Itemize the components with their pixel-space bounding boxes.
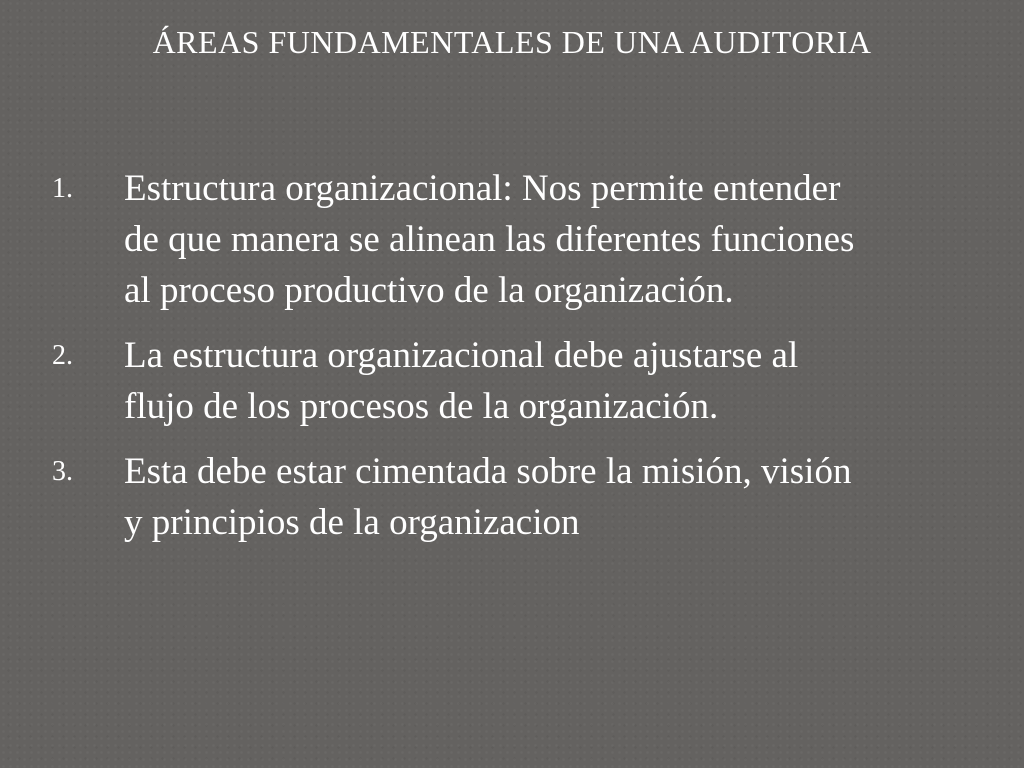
list-item-text: Estructura organizacional: Nos permite entender de que manera se alinean las diferentes funciones al proceso productivo de la organización. xyxy=(124,168,855,311)
numbered-list xyxy=(52,163,872,548)
list-item xyxy=(52,330,872,432)
list-item-text: Esta debe estar cimentada sobre la misión, visión y principios de la organizacion xyxy=(124,451,852,543)
list-item-number: 3. xyxy=(52,456,73,487)
list-item-number: 1. xyxy=(52,173,73,204)
slide-content xyxy=(52,163,872,673)
list-item-number: 2. xyxy=(52,340,73,371)
list-item xyxy=(52,446,872,548)
list-item xyxy=(52,163,872,316)
slide-title: ÁREAS FUNDAMENTALES DE UNA AUDITORIA xyxy=(152,24,872,60)
list-item-text: La estructura organizacional debe ajustarse al flujo de los procesos de la organización. xyxy=(124,335,799,427)
